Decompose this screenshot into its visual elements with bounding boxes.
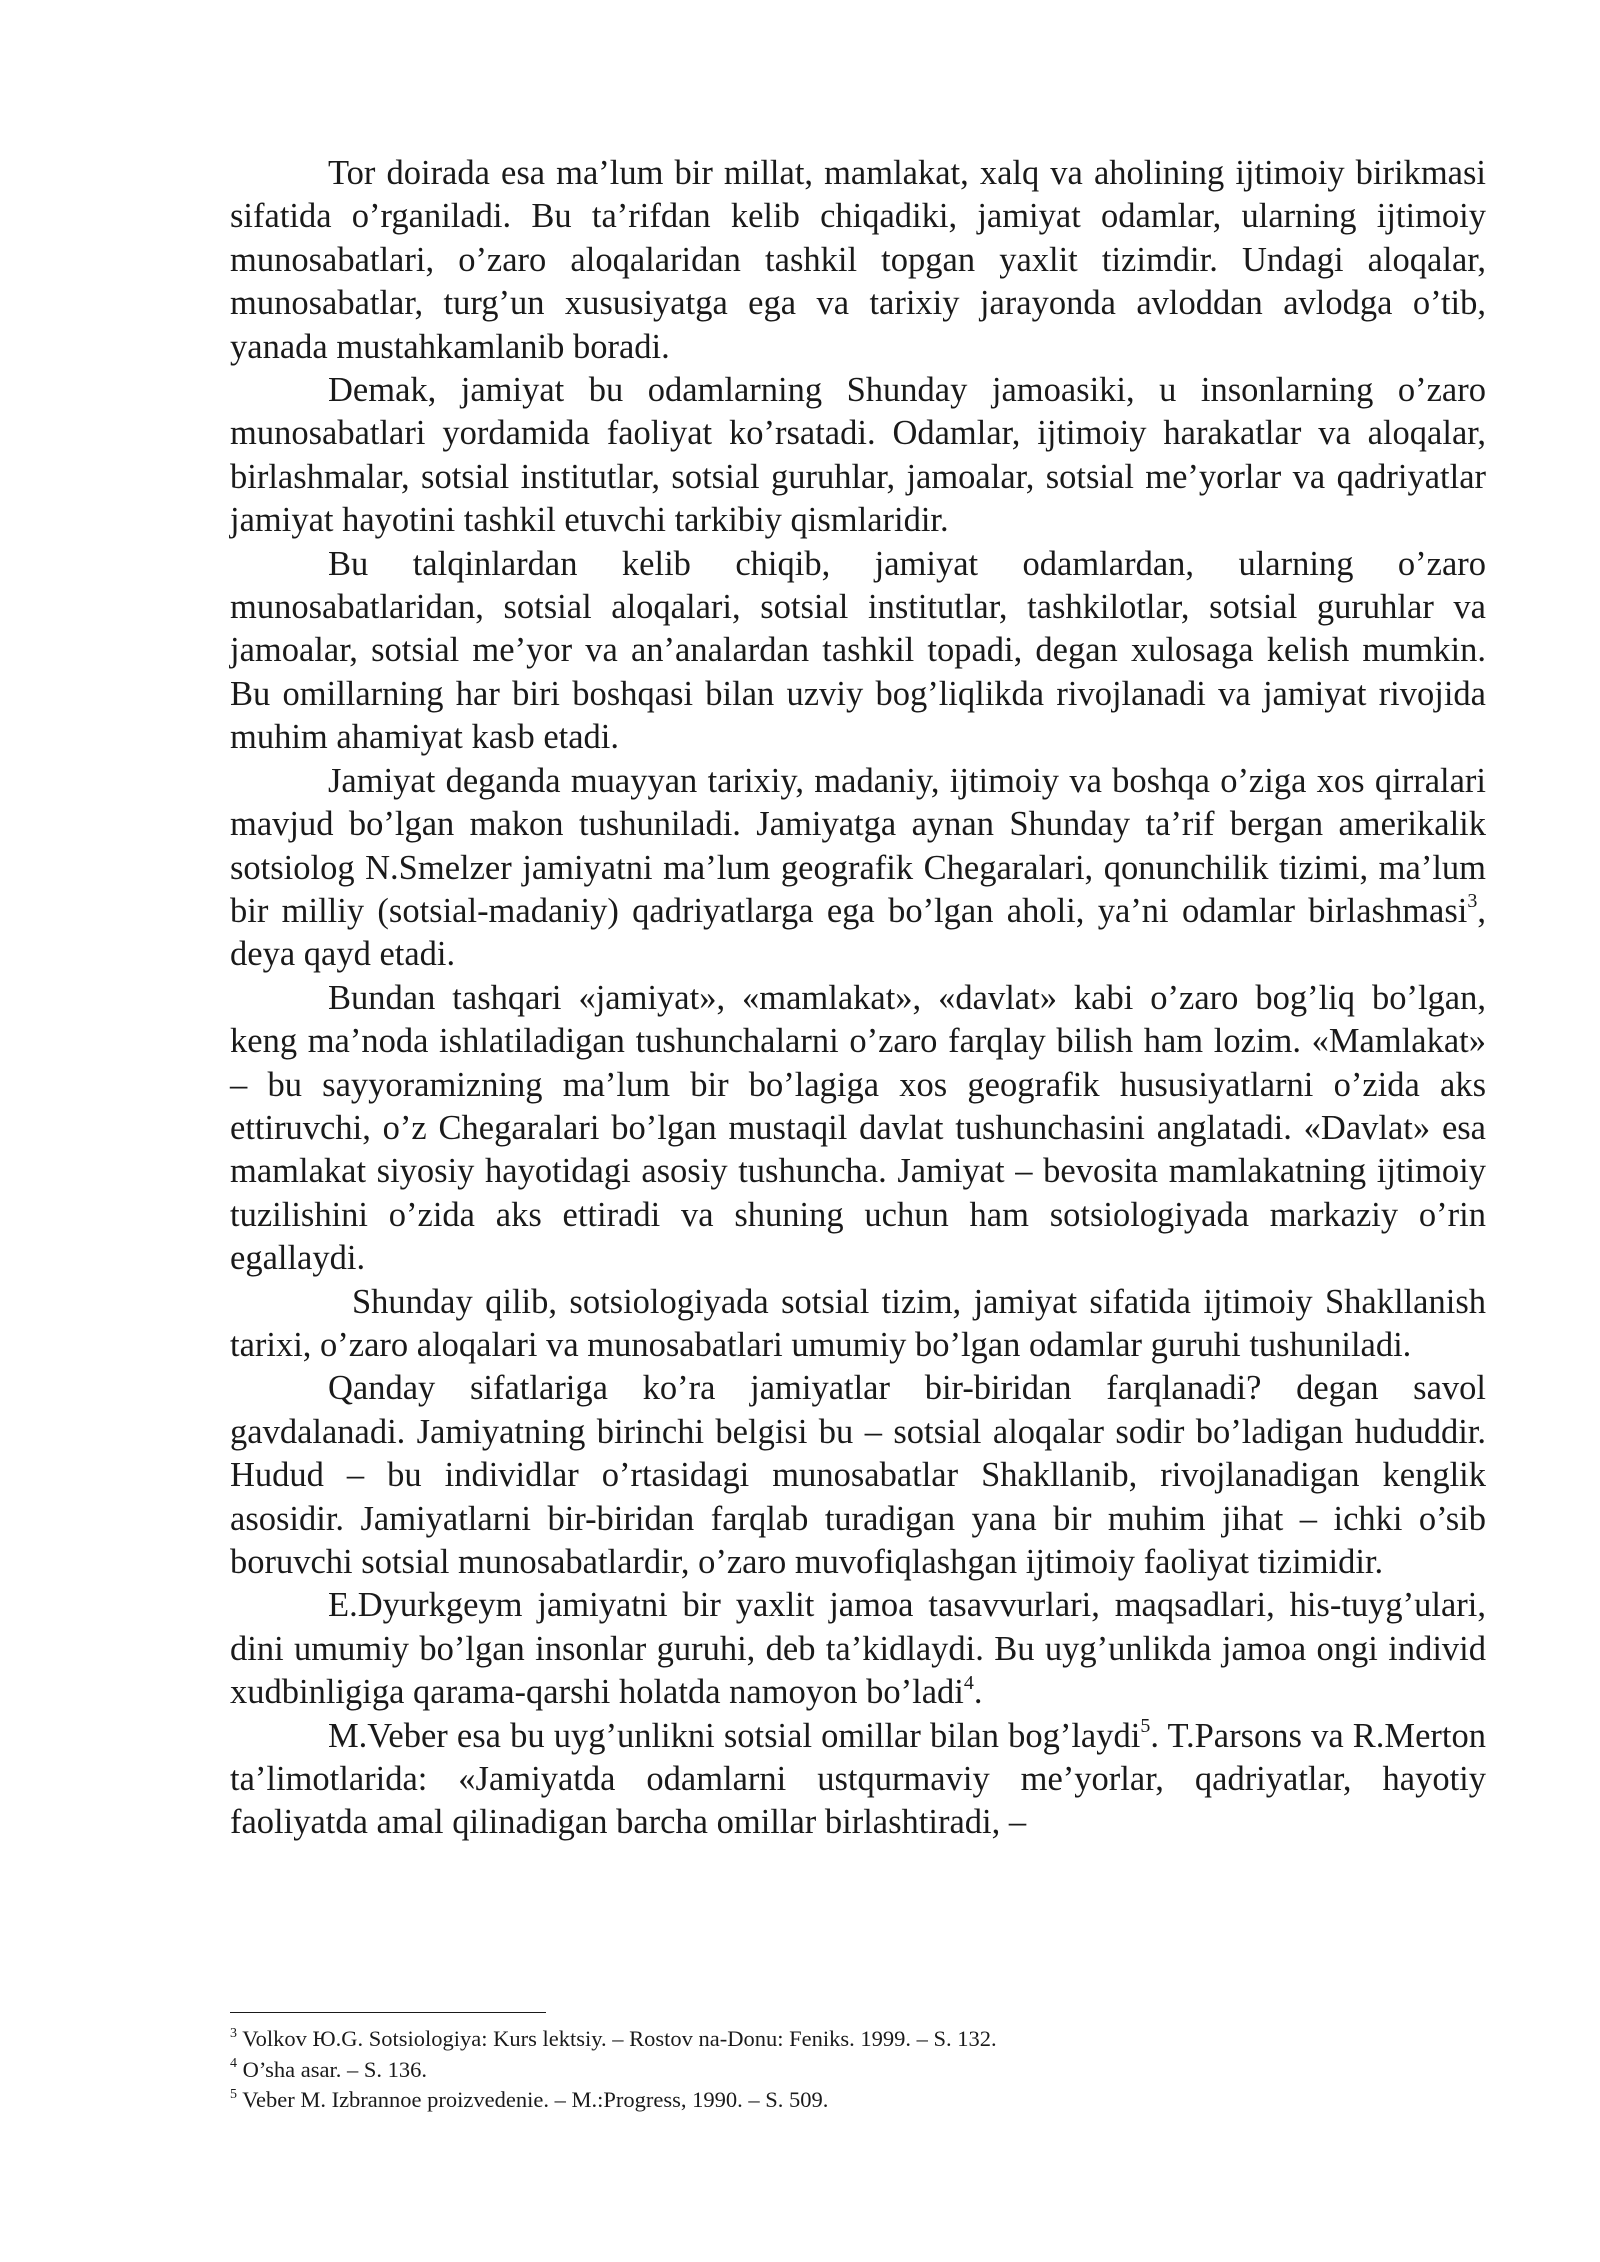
body-text bbox=[230, 152, 1486, 1845]
footnote-reference: 3 bbox=[1467, 890, 1478, 913]
footnote bbox=[230, 2024, 1486, 2055]
footnote-text: Volkov Ю.G. Sotsiologiya: Kurs lektsiy. – Rostov na-Donu: Feniks. 1999. – S. 132. bbox=[242, 2026, 997, 2051]
footnote-text: O’sha asar. – S. 136. bbox=[242, 2056, 427, 2082]
paragraph: E.Dyurkgeym jamiyatni bir yaxlit jamoa tasavvurlari, maqsadlari, his-tuyg’ulari, dini umumiy bo’lgan insonlar guruhi, deb ta’kidlaydi. Bu uyg’unlikda jamoa ongi individ xudbinligiga qarama-qarshi holatda namoyon bo’ladi$^4$. bbox=[230, 1586, 1486, 1712]
footnote-reference: 5 bbox=[1140, 1715, 1151, 1738]
paragraph: Bu talqinlardan kelib chiqib, jamiyat odamlardan, ularning o’zaro munosabatlaridan, sotsial aloqalari, sotsial institutlar, tashkilotlar, sotsial guruhlar va jamoalar, sotsial me’yor va an’analardan tashkil topadi, degan xulosaga kelish mumkin. Bu omillarning har biri boshqasi bilan uzviy bog’liqlikda rivojlanadi va jamiyat rivojida muhim ahamiyat kasb etadi. bbox=[230, 544, 1486, 757]
paragraph: Jamiyat deganda muayyan tarixiy, madaniy, ijtimoiy va boshqa o’ziga xos qirralari mavjud bo’lgan makon tushuniladi. Jamiyatga aynan Shunday ta’rif bergan amerikalik sotsiolog N.Smelzer jamiyatni ma’lum geografik Chegaralari, qonunchilik tizimi, ma’lum bir milliy (sotsial-madaniy) qadriyatlarga ega bo’lgan aholi, ya’ni odamlar birlashmasi$^3$, deya qayd etadi. bbox=[230, 761, 1486, 974]
paragraph: Shunday qilib, sotsiologiyada sotsial tizim, jamiyat sifatida ijtimoiy Shakllanish tarixi, o’zaro aloqalari va munosabatlari umumiy bo’lgan odamlar guruhi tushuniladi. bbox=[230, 1282, 1486, 1364]
footnote-reference: 4 bbox=[963, 1671, 974, 1694]
footnote bbox=[230, 2055, 1486, 2086]
footnote-number: 5 bbox=[230, 2086, 237, 2102]
paragraph: M.Veber esa bu uyg’unlikni sotsial omillar bilan bog’laydi$^5$. T.Parsons va R.Merton ta’limotlarida: «Jamiyatda odamlarni ustqurmaviy me’yorlar, qadriyatlar, hayotiy faoliyatda amal qilinadigan barcha omillar birlashtiradi, – bbox=[230, 1715, 1486, 1842]
footnote-text: Veber M. Izbrannoe proizvedenie. – M.:Progress, 1990. – S. 509. bbox=[242, 2087, 829, 2112]
paragraph: Demak, jamiyat bu odamlarning Shunday jamoasiki, u insonlarning o’zaro munosabatlari yordamida faoliyat ko’rsatadi. Odamlar, ijtimoiy harakatlar va aloqalar, birlashmalar, sotsial institutlar, sotsial guruhlar, jamoalar, sotsial me’yorlar va qadriyatlar jamiyat hayotini tashkil etuvchi tarkibiy qismlaridir. bbox=[230, 371, 1486, 540]
footnote bbox=[230, 2085, 1486, 2116]
paragraph: Qanday sifatlariga ko’ra jamiyatlar bir-biridan farqlanadi? degan savol gavdalanadi. Jamiyatning birinchi belgisi bu – sotsial aloqalar sodir bo’ladigan hududdir. Hudud – bu individlar o’rtasidagi munosabatlar Shakllanib, rivojlanadigan kenglik asosidir. Jamiyatlarni bir-biridan farqlab turadigan yana bir muhim jihat – ichki o’sib boruvchi sotsial munosabatlardir, o’zaro muvofiqlashgan ijtimoiy faoliyat tizimidir. bbox=[230, 1369, 1486, 1581]
footnote-divider bbox=[230, 2012, 546, 2013]
footnote-number: 4 bbox=[230, 2056, 237, 2071]
footnote-number: 3 bbox=[230, 2025, 237, 2041]
paragraph: Bundan tashqari «jamiyat», «mamlakat», «davlat» kabi o’zaro bog’liq bo’lgan, keng ma’noda ishlatiladigan tushunchalarni o’zaro farqlay bilish ham lozim. «Mamlakat» – bu sayyoramizning ma’lum bir bo’lagiga xos geografik hususiyatlarni o’zida aks ettiruvchi, o’z Chegaralari bo’lgan mustaqil davlat tushunchasini anglatadi. «Davlat» esa mamlakat siyosiy hayotidagi asosiy tushuncha. Jamiyat – bevosita mamlakatning ijtimoiy tuzilishini o’zida aks ettiradi va shuning uchun ham sotsiologiyada markaziy o’rin egallaydi. bbox=[230, 978, 1486, 1278]
footnotes bbox=[230, 2024, 1486, 2116]
paragraph: Tor doirada esa ma’lum bir millat, mamlakat, xalq va aholining ijtimoiy birikmasi sifatida o’rganiladi. Bu ta’rifdan kelib chiqadiki, jamiyat odamlar, ularning ijtimoiy munosabatlari, o’zaro aloqalaridan tashkil topgan yaxlit tizimdir. Undagi aloqalar, munosabatlar, turg’un xususiyatga ega va tarixiy jarayonda avloddan avlodga o’tib, yanada mustahkamlanib boradi. bbox=[230, 154, 1486, 366]
